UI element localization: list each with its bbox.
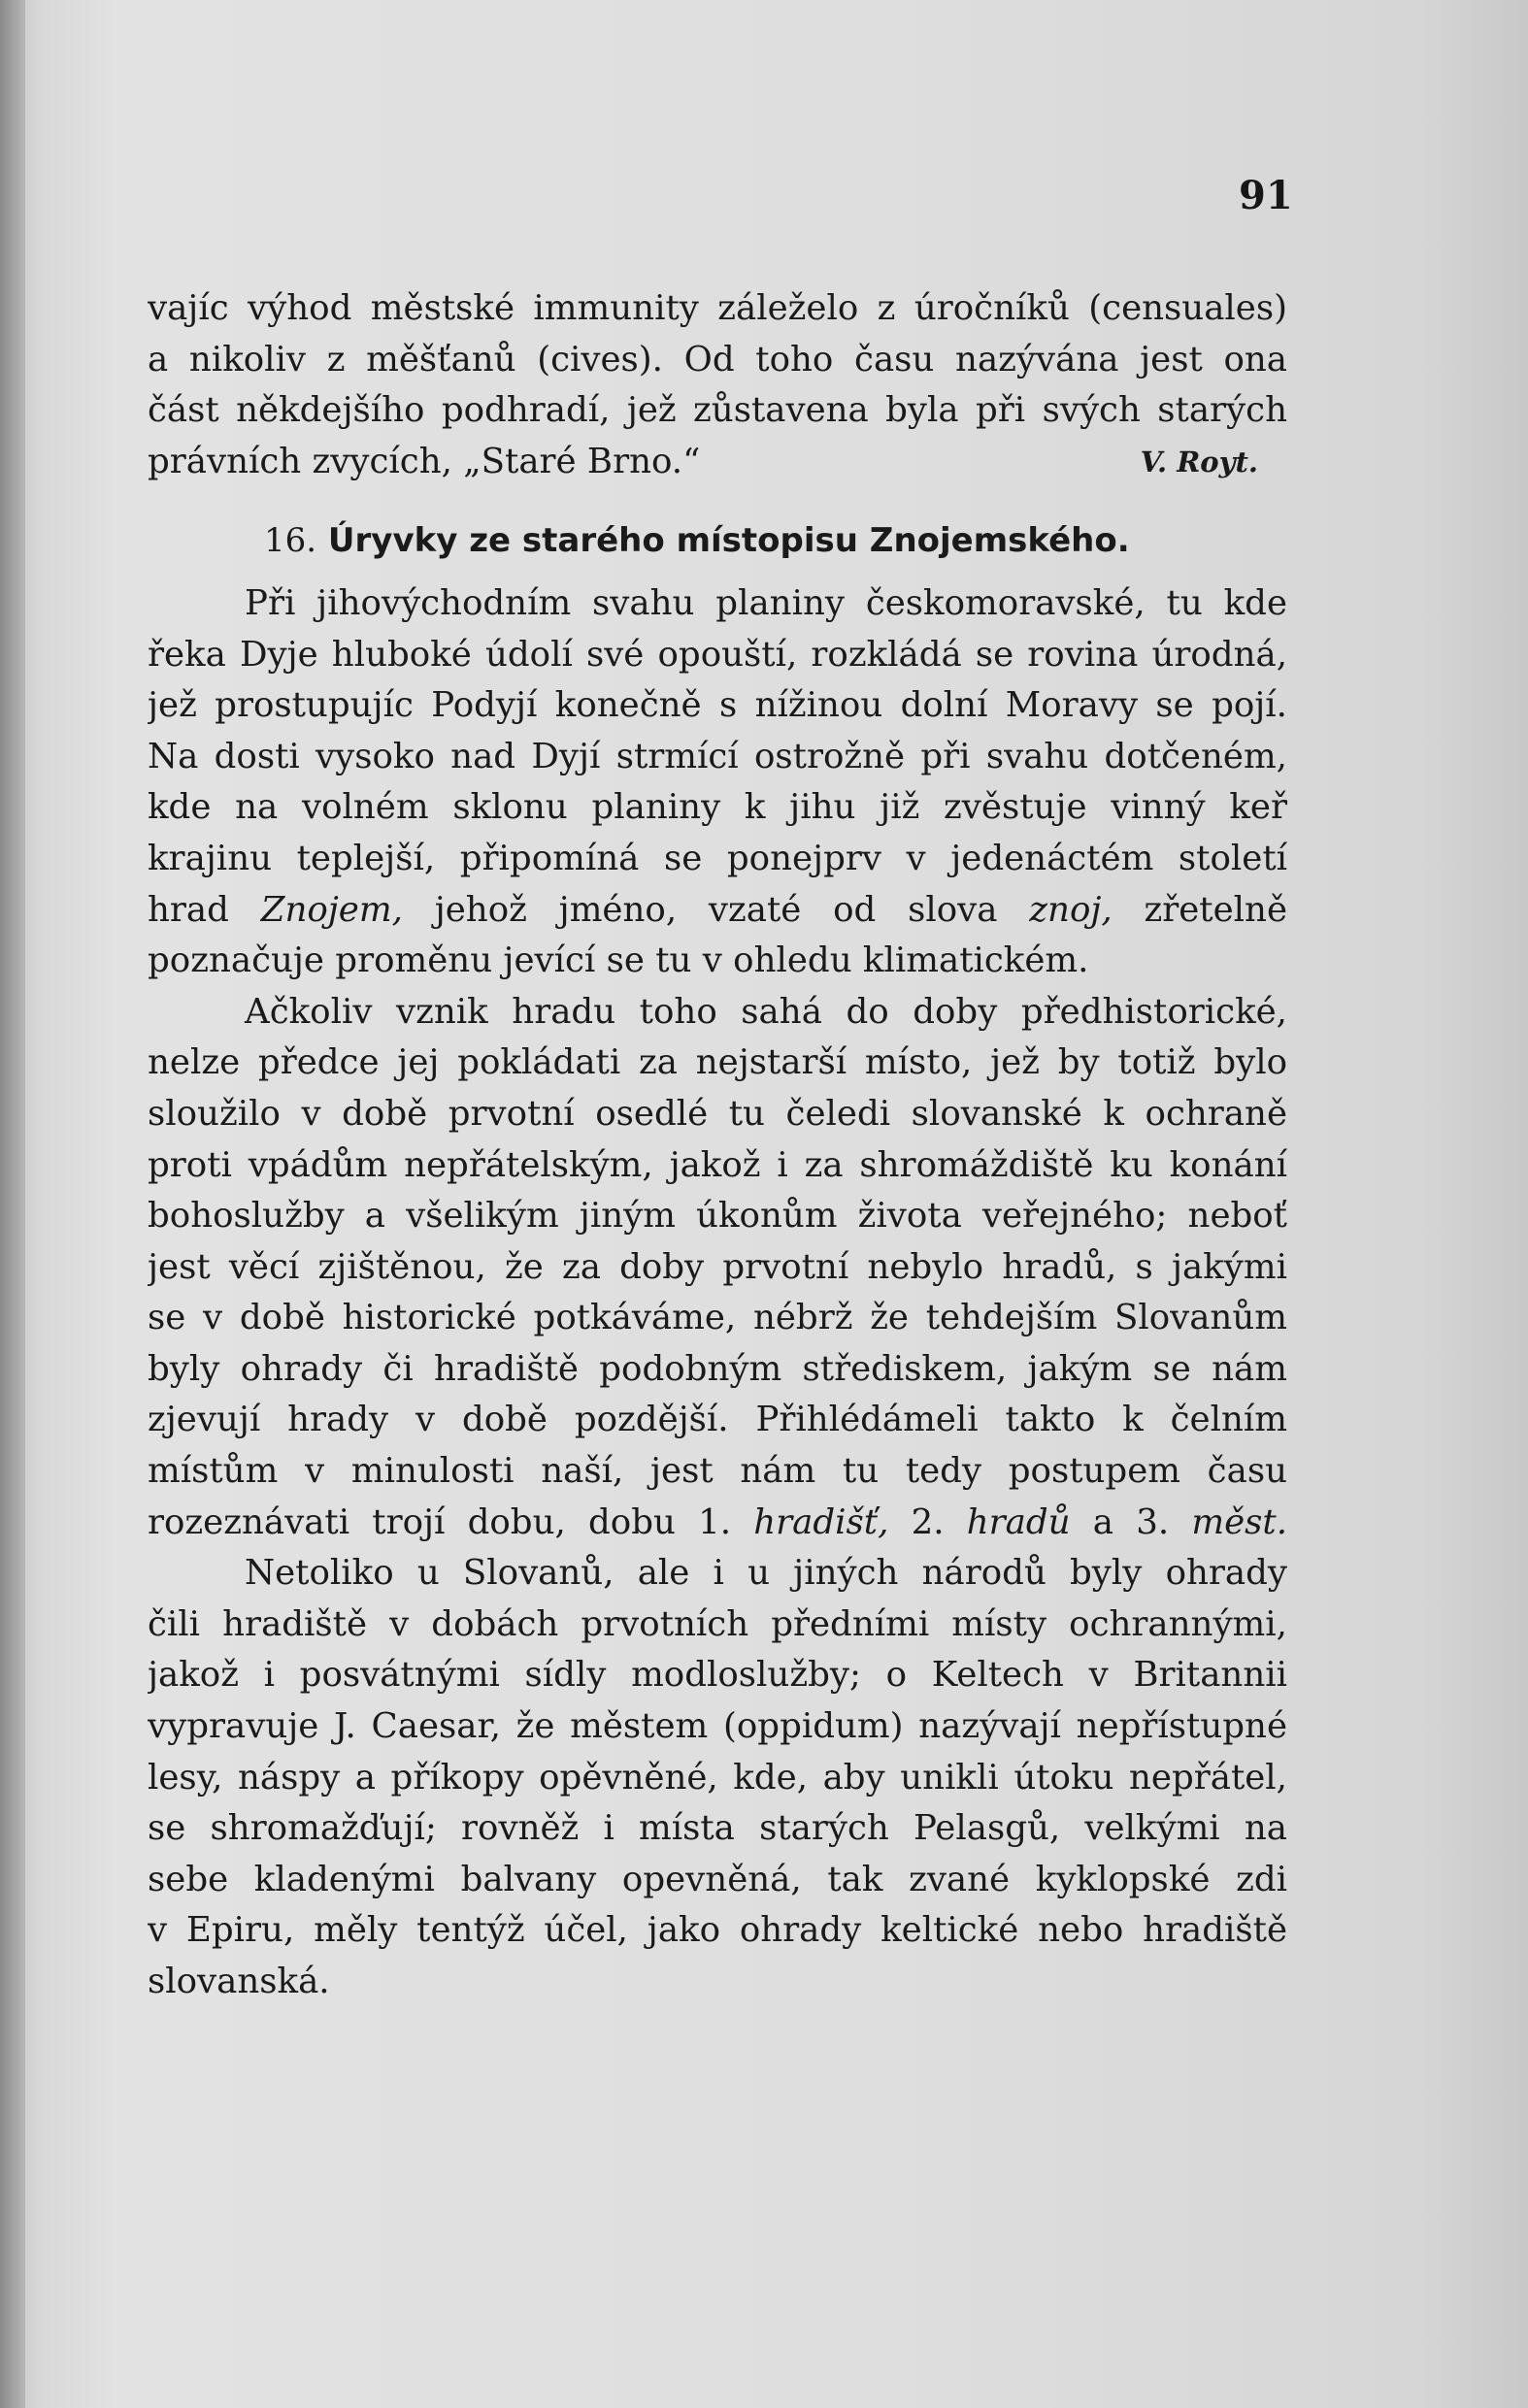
text-line (148, 885, 1287, 937)
text-line: poznačuje proměnu jevící se tu v ohledu klimatickém. (148, 940, 1089, 981)
text-line: proti vpádům nepřátelským, jakož i za shromáždiště ku konání (148, 1144, 1287, 1185)
text-line: byly ohrady či hradiště podobným střediskem, jakým se nám (148, 1348, 1287, 1389)
text-line: sloužilo v době prvotní osedlé tu čeledi slovanské k ochraně (148, 1093, 1287, 1134)
text-line: řeka Dyje hluboké údolí své opouští, rozkládá se rovina úrodná, (148, 634, 1287, 675)
italic-term: měst. (1191, 1501, 1287, 1542)
author-attribution: V. Royt. (1140, 445, 1258, 478)
text-fragment: 2. (911, 1501, 945, 1542)
text-line: sebe kladenými balvany opevněná, tak zvané kyklopské zdi (148, 1859, 1287, 1899)
text-fragment: jehož jméno, vzaté od slova (434, 889, 998, 930)
text-line: Ačkoliv vznik hradu toho sahá do doby předhistorické, (245, 991, 1287, 1032)
text-fragment: rozeznávati trojí dobu, dobu 1. (148, 1501, 732, 1542)
text-line: jež prostupujíc Podyjí konečně s nížinou dolní Moravy se pojí. (148, 685, 1287, 726)
text-line: bohoslužby a všelikým jiným úkonům života veřejného; neboť (148, 1196, 1287, 1237)
section-title: Úryvky ze starého místopisu Znojemského. (327, 521, 1130, 561)
spacer (148, 567, 1287, 578)
text-line: kde na volném sklonu planiny k jihu již zvěstuje vinný keř (148, 787, 1287, 828)
italic-term: hradů (966, 1501, 1071, 1542)
text-line: v Epiru, měly tentýž účel, jako ohrady keltické nebo hradiště (148, 1910, 1287, 1951)
text-line: jest věcí zjištěnou, že za doby prvotní nebylo hradů, s jakými (148, 1246, 1287, 1287)
page-text (148, 283, 1287, 2008)
section-number: 16. (264, 521, 317, 561)
text-line: Na dosti vysoko nad Dyjí strmící ostrožně při svahu dotčeném, (148, 736, 1287, 776)
text-line: krajinu teplejší, připomíná se ponejprv v jedenáctém století (148, 838, 1287, 878)
text-line: právních zvycích, „Staré Brno.“ (148, 441, 701, 481)
text-fragment: a 3. (1092, 1501, 1170, 1542)
text-line: se v době historické potkáváme, nébrž že tehdejším Slovanům (148, 1298, 1287, 1338)
italic-term: hradišť, (753, 1501, 889, 1542)
text-line: zjevují hrady v době pozdější. Přihlédámeli takto k čelním (148, 1400, 1287, 1440)
text-line: slovanská. (148, 1962, 330, 2001)
spacer (148, 487, 1287, 515)
text-line: lesy, náspy a příkopy opěvněné, kde, aby unikli útoku nepřátel, (148, 1757, 1287, 1798)
page-binding-edge (0, 0, 25, 2408)
text-line (148, 1498, 1287, 1549)
text-fragment: zřetelně (1144, 889, 1287, 930)
text-line: a nikoliv z měšťanů (cives). Od toho času nazývána jest ona (148, 339, 1287, 379)
text-line: se shromažďují; rovněž i místa starých Pelasgů, velkými na (148, 1808, 1287, 1849)
text-line: místům v minulosti naší, jest nám tu tedy postupem času (148, 1451, 1287, 1492)
text-line: nelze předce jej pokládati za nejstarší místo, jež by totiž bylo (148, 1042, 1287, 1083)
text-line: část někdejšího podhradí, jež zůstavena byla při svých starých (148, 390, 1287, 431)
italic-term: znoj, (1029, 889, 1113, 930)
text-line: vypravuje J. Caesar, že městem (oppidum) nazývají nepřístupné (148, 1706, 1287, 1747)
text-line-with-attribution (148, 437, 1287, 488)
text-fragment: hrad (148, 889, 229, 930)
italic-term: Znojem, (260, 889, 403, 930)
text-line: čili hradiště v dobách prvotních předními místy ochrannými, (148, 1603, 1287, 1644)
text-line: vajíc výhod městské immunity záleželo z úročníků (censuales) (148, 288, 1287, 328)
text-line: Netoliko u Slovanů, ale i u jiných národů byly ohrady (245, 1553, 1287, 1594)
section-heading (148, 515, 1287, 567)
page-number: 91 (1239, 173, 1293, 218)
text-line: jakož i posvátnými sídly modloslužby; o Keltech v Britannii (148, 1655, 1287, 1696)
text-line: Při jihovýchodním svahu planiny českomoravské, tu kde (245, 582, 1287, 623)
